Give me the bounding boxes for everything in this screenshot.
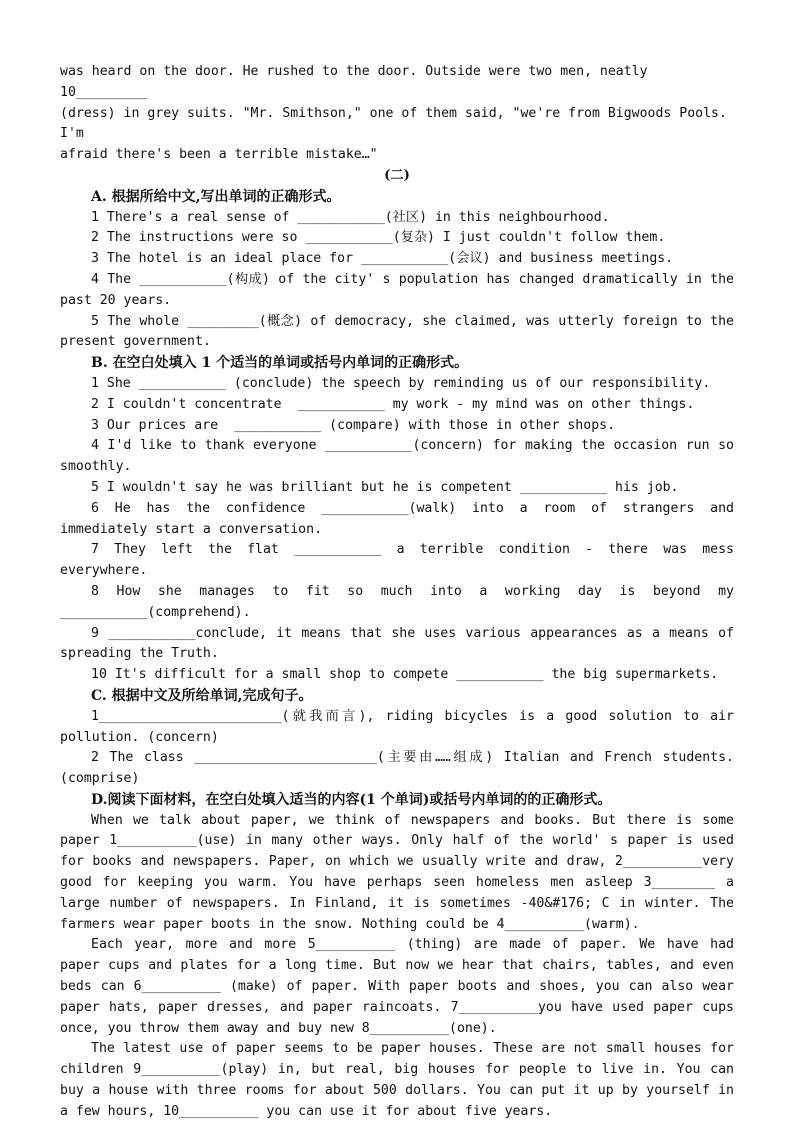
part-a-heading: A. 根据所给中文,写出单词的正确形式。	[91, 188, 341, 205]
part-b-item: 9 ___________conclude, it means that she uses various appearances as a means of spreading the Truth.	[60, 625, 742, 662]
part-b-item: 3 Our prices are ___________ (compare) with those in other shops.	[91, 417, 616, 433]
part-b-item: 7 They left the flat ___________ a terrible condition - there was mess everywhere.	[60, 542, 742, 579]
top-passage	[60, 62, 734, 166]
part-c-item: 1_______________________(就我而言), riding bicycles is a good solution to air pollution. (concern)	[60, 708, 742, 745]
part-b-item: 6 He has the confidence ___________(walk) into a room of strangers and immediately start a conversation.	[60, 500, 742, 537]
passage-line: afraid there's been a terrible mistake…"	[60, 147, 378, 163]
part-b-item: 4 I'd like to thank everyone ___________(concern) for making the occasion run so smoothly.	[60, 438, 742, 475]
part-b-item: 1 She ___________ (conclude) the speech by reminding us of our responsibility.	[91, 375, 711, 391]
part-a-item: 5 The whole _________(概念) of democracy, she claimed, was utterly foreign to the present government.	[60, 313, 742, 350]
passage-line: (dress) in grey suits. "Mr. Smithson," one of them said, "we're from Bigwoods Pools. I'm	[60, 105, 735, 142]
part-b-item: 8 How she manages to fit so much into a working day is beyond my ___________(comprehend).	[60, 583, 742, 620]
section-title: (二)	[384, 167, 410, 183]
part-c-item: 2 The class _______________________(主要由……组成) Italian and French students. (comprise)	[60, 750, 742, 787]
worksheet-page	[60, 62, 742, 1123]
part-b-item: 10 It's difficult for a small shop to compete ___________ the big supermarkets.	[91, 667, 719, 683]
part-b-item: 5 I wouldn't say he was brilliant but he is competent ___________ his job.	[91, 479, 679, 495]
passage-line: was heard on the door. He rushed to the door. Outside were two men, neatly 10_________	[60, 64, 656, 100]
part-d-paragraph: When we talk about paper, we think of newspapers and books. But there is some paper 1__________(use) in many other ways. Only half of the world' s paper is used for books and newspapers. Paper, on which we usually write and draw, 2__________very good for keeping you warm. You have perhaps seen homeless men asleep 3________ a large number of newspapers. In Finland, it is sometimes -40&#176; C in winter. The farmers wear paper boots in the snow. Nothing could be 4__________(warm).	[60, 812, 742, 932]
part-d-paragraph: The latest use of paper seems to be paper houses. These are not small houses for children 9__________(play) in, but real, big houses for people to live in. You can buy a house with three rooms for about 500 dollars. You can put it up by yourself in a few hours, 10__________ you can use it for about five years.	[60, 1041, 742, 1119]
part-c-heading: C. 根据中文及所给单词,完成句子。	[91, 687, 313, 704]
part-a-item: 4 The ___________(构成) of the city' s population has changed dramatically in the past 20 years.	[60, 271, 742, 308]
part-a-item: 2 The instructions were so ___________(复杂) I just couldn't follow them.	[91, 230, 666, 246]
part-d-heading: D.阅读下面材料，在空白处填入适当的内容(1 个单词)或括号内单词的的正确形式。	[91, 791, 612, 808]
part-b-item: 2 I couldn't concentrate ___________ my work - my mind was on other things.	[91, 396, 695, 412]
part-a-item: 1 There's a real sense of ___________(社区) in this neighbourhood.	[91, 209, 610, 225]
part-b-heading: B. 在空白处填入 1 个适当的单词或括号内单词的正确形式。	[91, 355, 469, 372]
part-a-item: 3 The hotel is an ideal place for ___________(会议) and business meetings.	[91, 251, 674, 267]
part-d-paragraph: Each year, more and more 5__________ (thing) are made of paper. We have had paper cups and plates for a long time. But now we hear that chairs, tables, and even beds can 6__________ (make) of paper. With paper boots and shoes, you can also wear paper hats, paper dresses, and paper raincoats. 7__________you have used paper cups once, you throw them away and buy new 8__________(one).	[60, 937, 742, 1036]
